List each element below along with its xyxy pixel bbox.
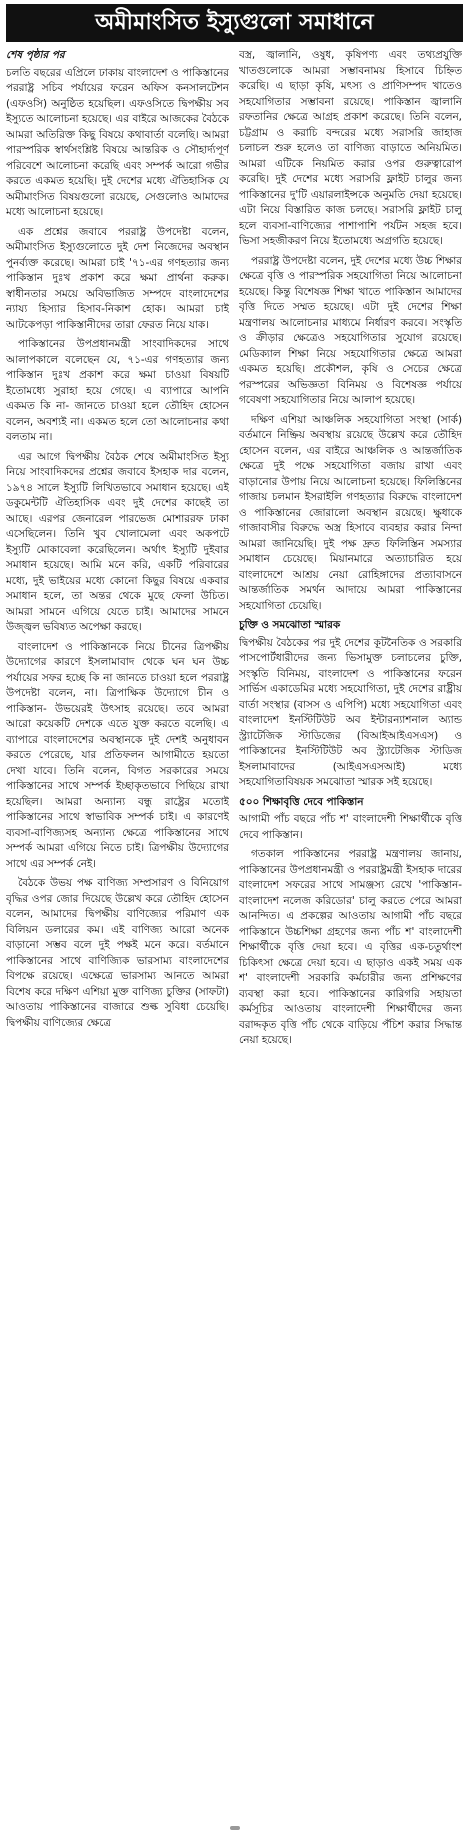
- paragraph: বস্ত্র, জ্বালানি, ওষুধ, কৃষিপণ্য এবং তথ্যপ্রযুক্তি খাতগুলোকে আমরা সম্ভাবনাময় হিসাবে চিহ্নিত করেছি। এ ছাড়া কৃষি, মৎস্য ও প্রাণিসম্পদ খাতেও সহযোগিতার সম্ভাবনা রয়েছে। পাকিস্তান জ্বালানি রফতানির ক্ষেত্রে আগ্রহ প্রকাশ করেছে। তিনি বলেন, চট্টগ্রাম ও করাচি বন্দরের মধ্যে সরাসরি জাহাজ চলাচল শুরু হলেও তা বাণিজ্য বাড়াতে অনিয়মিত। আমরা এটিকে নিয়মিত করার ওপর গুরুত্বারোপ করেছি। দুই দেশের মধ্যে সরাসরি ফ্লাইট চালুর জন্য পাকিস্তানের দু'টি এয়ারলাইন্সকে অনুমতি দেয়া হয়েছে। এটা নিয়ে বিস্তারিত কাজ চলছে। সরাসরি ফ্লাইট চালু হলে ব্যবসা-বাণিজ্যের পাশাপাশি পর্যটন সহজ হবে। ভিসা সহজীকরণ নিয়ে ইতোমধ্যে অগ্রগতি হয়েছে।: [239, 49, 462, 247]
- article-column-left: [6, 48, 229, 1834]
- paragraph: বৈঠকে উভয় পক্ষ বাণিজ্য সম্প্রসারণ ও বিনিয়োগ বৃদ্ধির ওপর জোর দিয়েছে উল্লেখ করে তৌহিদ হোসেন বলেন, আমাদের দ্বিপক্ষীয় বাণিজ্যের পরিমাণ এক বিলিয়ন ডলারের কম। এই বাণিজ্য আরো অনেক বাড়ানো সম্ভব বলে দুই পক্ষই মনে করে। বর্তমানে পাকিস্তানের সাথে বাণিজ্যিক ভারসাম্য বাংলাদেশের বিপক্ষে রয়েছে। এক্ষেত্রে ভারসাম্য আনতে আমরা বিশেষ করে দক্ষিণ এশিয়া মুক্ত বাণিজ্য চুক্তির (সাফটা) আওতায় পাকিস্তানের বাজারে শুল্ক সুবিধা চেয়েছি। দ্বিপক্ষীয় বাণিজ্যের ক্ষেত্রে: [6, 877, 229, 1029]
- paragraph: গতকাল পাকিস্তানের পররাষ্ট্র মন্ত্রণালয় জানায়, পাকিস্তানের উপপ্রধানমন্ত্রী ও পররাষ্ট্রমন্ত্রী ইসহাক দারের বাংলাদেশ সফরের সাথে সামঞ্জস্য রেখে 'পাকিস্তান-বাংলাদেশ নলেজ করিডোর' চালু করতে পেরে আমরা আনন্দিত। এ প্রকল্পের আওতায় আগামী পাঁচ বছরে পাকিস্তানে উচ্চশিক্ষা গ্রহণের জন্য পাঁচ শ' বাংলাদেশী শিক্ষার্থীকে বৃত্তি দেয়া হবে। এ বৃত্তির এক-চতুর্থাংশ চিকিৎসা ক্ষেত্রে দেয়া হবে। এ ছাড়াও একই সময় এক শ' বাংলাদেশী সরকারি কর্মচারীর জন্য প্রশিক্ষণের ব্যবস্থা করা হবে। পাকিস্তানের কারিগরি সহায়তা কর্মসূচির আওতায় বাংলাদেশী শিক্ষার্থীদের জন্য বরাদ্দকৃত বৃত্তি পাঁচ থেকে বাড়িয়ে পঁচিশ করার সিদ্ধান্ত নেয়া হয়েছে।: [239, 848, 462, 1046]
- headline: অমীমাংসিত ইস্যুগুলো সমাধানে: [95, 9, 374, 35]
- page-footer-mark: [0, 1826, 469, 1836]
- paragraph: পাকিস্তানের উপপ্রধানমন্ত্রী সাংবাদিকদের সাথে আলাপকালে বলেছেন যে, ৭১-এর গণহত্যার জন্য পাকিস্তান দুঃখ প্রকাশ করে ক্ষমা চাওয়া বিষয়টি ইতোমধ্যে সুরাহা হয়ে গেছে। এ ব্যাপারে আপনি একমত কি না- জানতে চাওয়া হলে তৌহিদ হোসেন বলেন, অবশ্যই না। একমত হলে তো আলোচনার কথা বলতাম না।: [6, 338, 229, 443]
- section-text-scholarships: আগামী পাঁচ বছরে পাঁচ শ' বাংলাদেশী শিক্ষার্থীকে বৃত্তি দেবে পাকিস্তান।: [239, 813, 462, 841]
- paragraph: বাংলাদেশ ও পাকিস্তানকে নিয়ে চীনের ত্রিপক্ষীয় উদ্যোগের কারণে ইসলামাবাদ থেকে ঘন ঘন উচ্চ পর্যায়ের সফর হচ্ছে কি না জানতে চাওয়া হলে পররাষ্ট্র উপদেষ্টা বলেন, না। ত্রিপাক্ষিক উদ্যোগে চীন ও পাকিস্তান- উভয়েরই উৎসাহ রয়েছে। তবে আমরা আরো কয়েকটি দেশকে এতে যুক্ত করতে বলেছি। এ ব্যাপারে বাংলাদেশের অবস্থানকে দুই দেশই অনুধাবন করতে পেরেছে, যার প্রতিফলন আগামীতে হয়তো দেখা যাবে। তিনি বলেন, বিগত সরকারের সময়ে পাকিস্তানের সাথে সম্পর্ক ইচ্ছাকৃতভাবে পিছিয়ে রাখা হয়েছিল। আমরা অন্যান্য বন্ধু রাষ্ট্রের মতোই পাকিস্তানের সাথে স্বাভাবিক সম্পর্ক চাই। এ কারণেই ব্যবসা-বাণিজ্যসহ অন্যান্য ক্ষেত্রে পাকিস্তানের সাথে সম্পর্ক আমরা এগিয়ে নিতে চাই। ত্রিপক্ষীয় উদ্যোগের সাথে এর সম্পর্ক নেই।: [6, 640, 229, 870]
- paragraph: এর আগে দ্বিপক্ষীয় বৈঠক শেষে অমীমাংসিত ইস্যু নিয়ে সাংবাদিকদের প্রশ্নের জবাবে ইসহাক দার বলেন, ১৯৭৪ সালে ইস্যুটি লিখিতভাবে সমাধান হয়েছে। এই ডকুমেন্টটি ঐতিহাসিক এবং দুই দেশের কাছেই তা আছে। এরপর জেনারেল পারভেজ মোশাররফ ঢাকা এসেছিলেন। তিনি খুব খোলামেলা এবং অকপটে ইস্যুটি মোকাবেলা করেছিলেন। অর্থাৎ ইস্যুটি দুইবার সমাধান হয়েছে। আমি মনে করি, একটি পরিবারের মধ্যে, দুই ভাইয়ের মধ্যে কোনো কিছুর বিষয়ে একবার সমাধান হলে, তা অন্তর থেকে মুছে ফেলা উচিত। আমরা সামনে এগিয়ে যেতে চাই। আমাদের সামনে উজ্জ্বল ভবিষ্যত অপেক্ষা করছে।: [6, 450, 229, 633]
- headline-banner: [6, 4, 463, 42]
- paragraph: চলতি বছরের এপ্রিলে ঢাকায় বাংলাদেশ ও পাকিস্তানের পররাষ্ট্র সচিব পর্যায়ের ফরেন অফিস কনসালটেশন (এফওসি) অনুষ্ঠিত হয়েছিল। এফওসিতে দ্বিপক্ষীয় সব ইস্যুতে আলোচনা হয়েছে। এর বাইরে আজকের বৈঠকে আমরা অতিরিক্ত কিছু বিষয়ে কথাবার্তা বলেছি। আমরা পারস্পরিক স্বার্থসংশ্লিষ্ট বিষয়ে আন্তরিক ও সৌহার্দ্যপূর্ণ পরিবেশে আলোচনা করেছি এবং সম্পর্ক আরো গভীর করতে একমত হয়েছি। দুই দেশের মধ্যে ঐতিহাসিক যে অমীমাংসিত বিষয়গুলো রয়েছে, সেগুলোও আমাদের মধ্যে আলোচনা হয়েছে।: [6, 66, 229, 218]
- section-heading-scholarships: ৫০০ শিক্ষাবৃত্তি দেবে পাকিস্তান: [239, 795, 364, 808]
- article-columns: [6, 48, 463, 1834]
- section-text-agreements: দ্বিপক্ষীয় বৈঠকের পর দুই দেশের কূটনৈতিক ও সরকারি পাসপোর্টধারীদের জন্য ভিসামুক্ত চলাচলের চুক্তি, সংস্কৃতি বিনিময়, বাংলাদেশ ও পাকিস্তানের ফরেন সার্ভিস একাডেমির মধ্যে সহযোগিতা, দুই দেশের রাষ্ট্রীয় বার্তা সংস্থার (বাসস ও এপিপি) মধ্যে সহযোগিতা এবং বাংলাদেশ ইনস্টিটিউট অব ইন্টারন্যাশনাল অ্যান্ড স্ট্র্যাটেজিক স্টাডিজের (বিআইআইএসএস) ও পাকিস্তানের ইনস্টিটিউট অব স্ট্র্যাটেজিক স্টাডিজ ইসলামাবাদের (আইএসএসআই) মধ্যে সহযোগিতাবিষয়ক সমঝোতা স্মারক সই হয়েছে।: [239, 636, 462, 788]
- section-scholarships: [239, 795, 462, 844]
- article-column-right: [239, 48, 462, 1834]
- section-heading-agreements: চুক্তি ও সমঝোতা স্মারক: [239, 619, 341, 631]
- paragraph: এক প্রশ্নের জবাবে পররাষ্ট্র উপদেষ্টা বলেন, অমীমাংসিত ইস্যুগুলোতে দুই দেশ নিজেদের অবস্থান পুনর্ব্যক্ত করেছে। আমরা চাই '৭১-এর গণহত্যার জন্য পাকিস্তান দুঃখ প্রকাশ করে ক্ষমা প্রার্থনা করুক। স্বাধীনতার সময়ে অবিভাজিত সম্পদে বাংলাদেশের ন্যায্য হিস্যার হিসাব-নিকাশ হোক। আমরা চাই আটকেপড়া পাকিস্তানীদের তারা ফেরত নিয়ে যাক।: [6, 225, 229, 331]
- paragraph: পররাষ্ট্র উপদেষ্টা বলেন, দুই দেশের মধ্যে উচ্চ শিক্ষার ক্ষেত্রে বৃত্তি ও পারস্পরিক সহযোগিতা নিয়ে আলোচনা হয়েছে। কিন্তু বিশেষজ্ঞ শিক্ষা খাতে পাকিস্তান আমাদের বৃত্তি দিতে সম্মত হয়েছে। এটা দুই দেশের শিক্ষা মন্ত্রণালয় আলোচনার মাধ্যমে নির্ধারণ করবে। সংস্কৃতি ও ক্রীড়ার ক্ষেত্রেও সহযোগিতার সুযোগ রয়েছে। মেডিক্যাল শিক্ষা নিয়ে সহযোগিতার ক্ষেত্রে আমরা একমত হয়েছি। প্রকৌশল, কৃষি ও সেচের ক্ষেত্রে পরস্পরের অভিজ্ঞতা বিনিময় ও বিশেষজ্ঞ পর্যায়ে গবেষণা সহযোগিতার নিয়ে আলাপ হয়েছে।: [239, 254, 462, 406]
- section-agreements: [239, 618, 462, 791]
- continued-label: শেষ পৃষ্ঠার পর: [6, 49, 65, 61]
- paragraph: দক্ষিণ এশিয়া আঞ্চলিক সহযোগিতা সংস্থা (সার্ক) বর্তমানে নিষ্ক্রিয় অবস্থায় রয়েছে উল্লেখ করে তৌহিদ হোসেন বলেন, এর বাইরে আঞ্চলিক ও আন্তর্জাতিক ক্ষেত্রে দুই পক্ষে সহযোগিতা বজায় রাখা এবং বাড়ানোর উপায় নিয়ে আলোচনা হয়েছে। ফিলিস্তিনের গাজায় চলমান ইসরাইলি গণহত্যার বিরুদ্ধে বাংলাদেশ ও পাকিস্তানের জোরালো অবস্থান রয়েছে। ক্ষুধাকে গাজাবাসীর বিরুদ্ধে অস্ত্র হিসাবে ব্যবহার করার নিন্দা আমরা জানিয়েছি। দুই পক্ষ দ্রুত ফিলিস্তিন সমস্যার সমাধান চেয়েছে। মিয়ানমারে অত্যাচারিত হয়ে বাংলাদেশে আশ্রয় নেয়া রোহিঙ্গাদের প্রত্যাবাসনে আন্তর্জাতিক সমর্থন আদায়ে আমরা পাকিস্তানের সহযোগিতা চেয়েছি।: [239, 413, 462, 612]
